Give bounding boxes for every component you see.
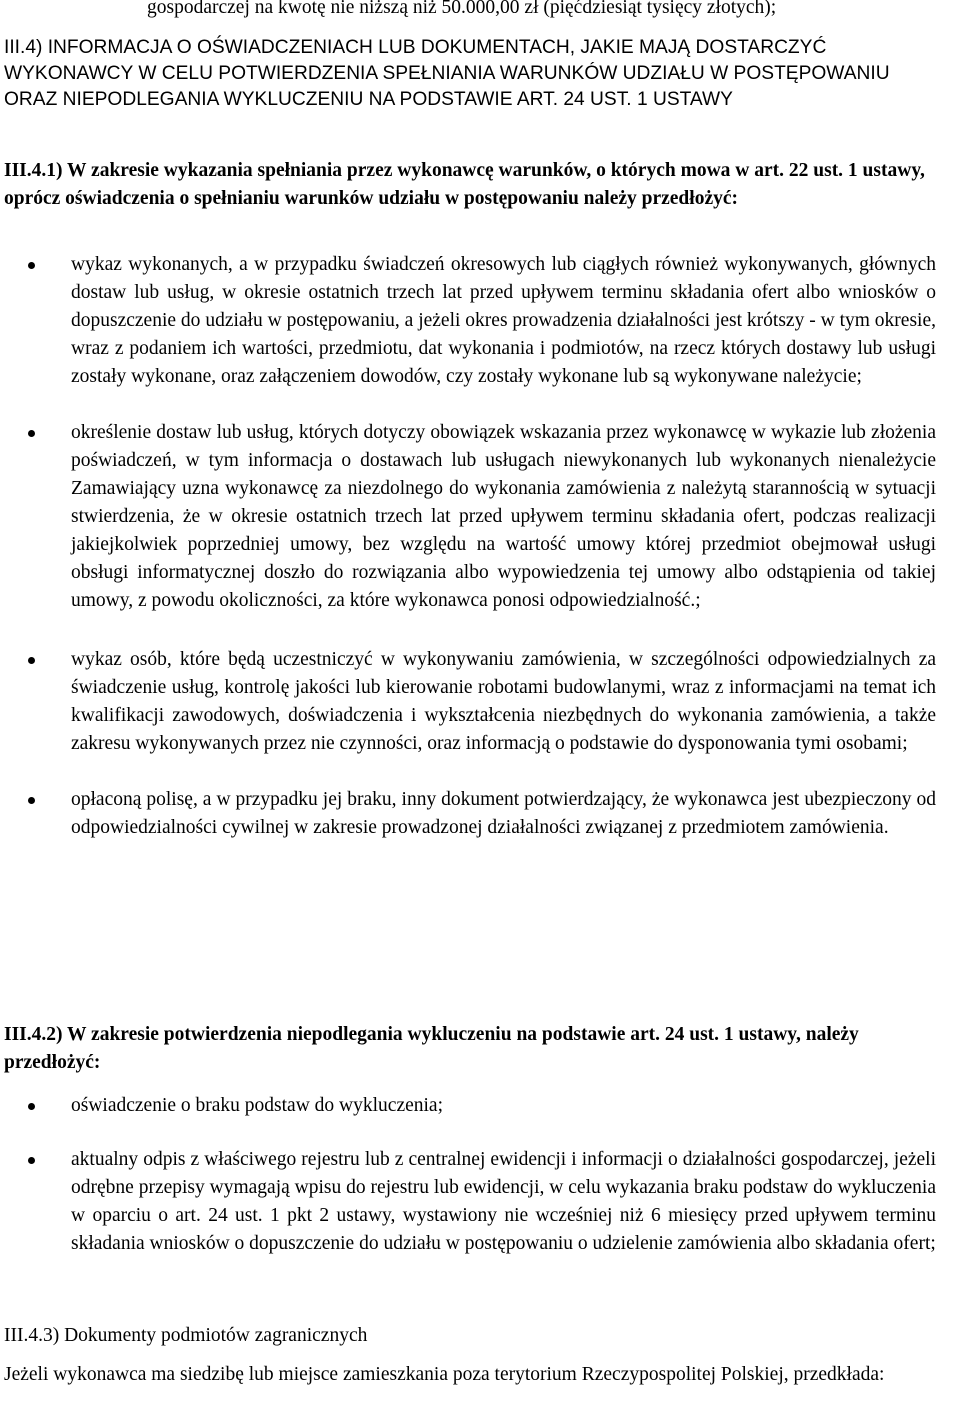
- continuation-line: gospodarczej na kwotę nie niższą niż 50.000,00 zł (pięćdziesiąt tysięcy złotych);: [147, 0, 777, 18]
- exclusion-list: [0, 1092, 960, 1258]
- sub-heading-iii-4-3: III.4.3) Dokumenty podmiotów zagranicznych: [4, 1325, 368, 1346]
- bullet-icon: [28, 430, 35, 437]
- list-item: [0, 786, 960, 842]
- list-item-text: określenie dostaw lub usług, których dotyczy obowiązek wskazania przez wykonawcę w wykazie lub złożenia poświadczeń, w tym informacja o dostawach lub usługach niewykonanych lub wykonanych nienależycie Zamawiający uzna wykonawcę za niezdolnego do wykonania zamówienia z należytą starannością w sytuacji stwierdzenia, że w okresie ostatnich trzech lat przed upływem terminu składania ofert, podczas realizacji jakiejkolwiek poprzedniej umowy, bez względu na wartość umowy której przedmiot obejmował usługi obsługi informatycznej doszło do rozwiązania albo wypowiedzenia tej umowy albo odstąpienia od takiej umowy, z powodu okoliczności, za które wykonawca ponosi odpowiedzialność.;: [71, 422, 936, 611]
- list-item-text: opłaconą polisę, a w przypadku jej braku, inny dokument potwierdzający, że wykonawca jest ubezpieczony od odpowiedzialności cywilnej w zakresie prowadzonej działalności związanej z przedmiotem zamówienia.: [71, 789, 936, 838]
- section-heading-iii-4: III.4) INFORMACJA O OŚWIADCZENIACH LUB DOKUMENTACH, JAKIE MAJĄ DOSTARCZYĆ WYKONAWCY W CELU POTWIERDZENIA SPEŁNIANIA WARUNKÓW UDZIAŁU W POSTĘPOWANIU ORAZ NIEPODLEGANIA WYKLUCZENIU NA PODSTAWIE ART. 24 UST. 1 USTAWY: [4, 37, 890, 110]
- list-item: [0, 251, 960, 391]
- list-item: [0, 1092, 960, 1120]
- bullet-icon: [28, 1157, 35, 1164]
- list-item-text: oświadczenie o braku podstaw do wykluczenia;: [71, 1095, 444, 1116]
- bullet-icon: [28, 262, 35, 269]
- bullet-icon: [28, 797, 35, 804]
- conditions-list: [0, 251, 960, 842]
- list-item: [0, 419, 960, 615]
- foreign-entities-text: Jeżeli wykonawca ma siedzibę lub miejsce zamieszkania poza terytorium Rzeczypospolitej Polskiej, przedkłada:: [4, 1364, 885, 1385]
- list-item-text: wykaz wykonanych, a w przypadku świadczeń okresowych lub ciągłych również wykonywanych, głównych dostaw lub usług, w okresie ostatnich trzech lat przed upływem terminu składania ofert albo wniosków o dopuszczenie do udziału w postępowaniu, a jeżeli okres prowadzenia działalności jest krótszy - w tym okresie, wraz z podaniem ich wartości, przedmiotu, dat wykonania i podmiotów, na rzecz których dostawy lub usługi zostały wykonane, oraz załączeniem dowodów, czy zostały wykonane lub są wykonywane należycie;: [71, 254, 936, 387]
- list-item-text: wykaz osób, które będą uczestniczyć w wykonywaniu zamówienia, w szczególności odpowiedzialnych za świadczenie usług, kontrolę jakości lub kierowanie robotami budowlanymi, wraz z informacjami na temat ich kwalifikacji zawodowych, doświadczenia i wykształcenia niezbędnych do wykonania zamówienia, a także zakresu wykonywanych przez nie czynności, oraz informacją o podstawie do dysponowania tymi osobami;: [71, 649, 936, 754]
- bullet-icon: [28, 657, 35, 664]
- bullet-icon: [28, 1103, 35, 1110]
- list-item-text: aktualny odpis z właściwego rejestru lub z centralnej ewidencji i informacji o działalności gospodarczej, jeżeli odrębne przepisy wymagają wpisu do rejestru lub ewidencji, w celu wykazania braku podstaw do wykluczenia w oparciu o art. 24 ust. 1 pkt 2 ustawy, wystawiony nie wcześniej niż 6 miesięcy przed upływem terminu składania wniosków o dopuszczenie do udziału w postępowaniu o udzielenie zamówienia albo składania ofert;: [71, 1149, 936, 1254]
- list-item: [0, 646, 960, 758]
- list-item: [0, 1146, 960, 1258]
- sub-heading-iii-4-2: III.4.2) W zakresie potwierdzenia niepodlegania wykluczeniu na podstawie art. 24 ust. 1 ustawy, należy przedłożyć:: [4, 1024, 859, 1073]
- sub-heading-iii-4-1: III.4.1) W zakresie wykazania spełniania przez wykonawcę warunków, o których mowa w art. 22 ust. 1 ustawy, oprócz oświadczenia o spełnianiu warunków udziału w postępowaniu należy przedłożyć:: [4, 160, 925, 209]
